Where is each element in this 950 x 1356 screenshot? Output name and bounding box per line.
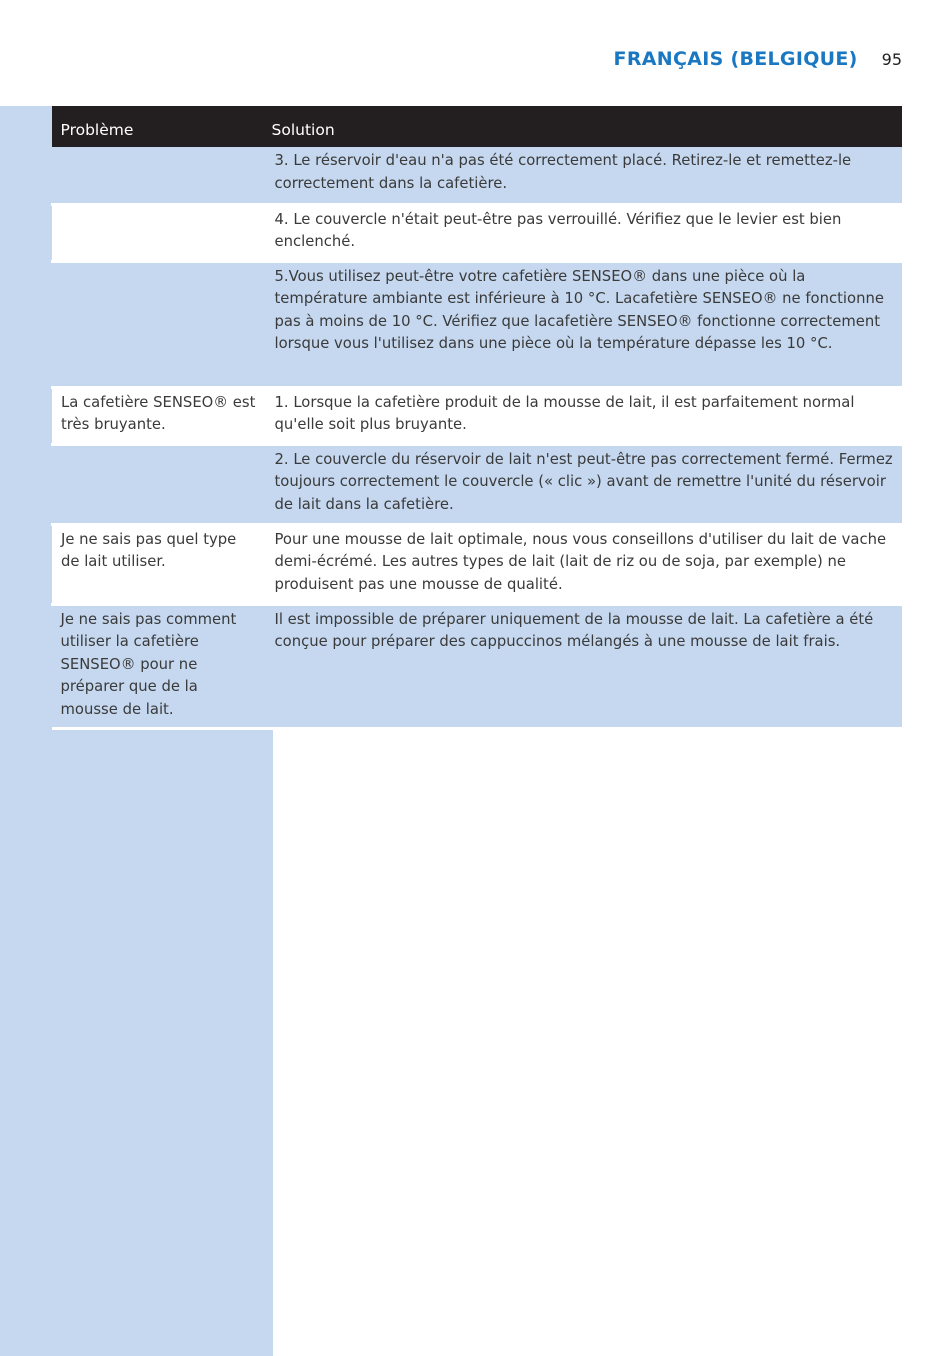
page-number: 95 xyxy=(881,50,902,69)
solution-cell: 5.Vous utilisez peut-être votre cafetière SENSEO® dans une pièce où la température ambiante est inférieure à 10 °C. Lacafetière SENSEO® ne fonctionne pas à moins de 10 °C. Vérifiez que lacafetière SENSEO® fonctionne correctement lorsque vous l'utilisez dans une pièce où la température dépasse les 10 °C. xyxy=(263,261,902,387)
column-header-solution: Solution xyxy=(263,106,902,147)
table-row xyxy=(52,387,902,444)
problem-cell xyxy=(52,444,263,524)
problem-cell xyxy=(52,204,263,261)
table-row xyxy=(52,204,902,261)
problem-cell xyxy=(52,261,263,387)
table-row xyxy=(52,604,902,728)
problem-cell: Je ne sais pas quel type de lait utiliser. xyxy=(52,524,263,604)
solution-cell: 4. Le couvercle n'était peut-être pas verrouillé. Vérifiez que le levier est bien enclenché. xyxy=(263,204,902,261)
table-header-row xyxy=(52,106,902,147)
problem-cell xyxy=(52,147,263,204)
language-title: FRANÇAIS (BELGIQUE) xyxy=(613,48,858,70)
solution-cell: 1. Lorsque la cafetière produit de la mousse de lait, il est parfaitement normal qu'elle soit plus bruyante. xyxy=(263,387,902,444)
table-row xyxy=(52,524,902,604)
solution-cell: Il est impossible de préparer uniquement de la mousse de lait. La cafetière a été conçue pour préparer des cappuccinos mélangés à une mousse de lait frais. xyxy=(263,604,902,728)
column-header-problem: Problème xyxy=(52,106,263,147)
table-row xyxy=(52,261,902,387)
page-header xyxy=(614,48,902,70)
solution-cell: 3. Le réservoir d'eau n'a pas été correctement placé. Retirez-le et remettez-le correctement dans la cafetière. xyxy=(263,147,902,204)
solution-cell: Pour une mousse de lait optimale, nous vous conseillons d'utiliser du lait de vache demi-écrémé. Les autres types de lait (lait de riz ou de soja, par exemple) ne produisent pas une mousse de qualité. xyxy=(263,524,902,604)
problem-cell: Je ne sais pas comment utiliser la cafetière SENSEO® pour ne préparer que de la mousse de lait. xyxy=(52,604,263,728)
table-row xyxy=(52,444,902,524)
table-row xyxy=(52,147,902,204)
troubleshooting-table xyxy=(51,106,902,730)
problem-cell: La cafetière SENSEO® est très bruyante. xyxy=(52,387,263,444)
solution-cell: 2. Le couvercle du réservoir de lait n'est peut-être pas correctement fermé. Fermez toujours correctement le couvercle (« clic ») avant de remettre l'unité du réservoir de lait dans la cafetière. xyxy=(263,444,902,524)
